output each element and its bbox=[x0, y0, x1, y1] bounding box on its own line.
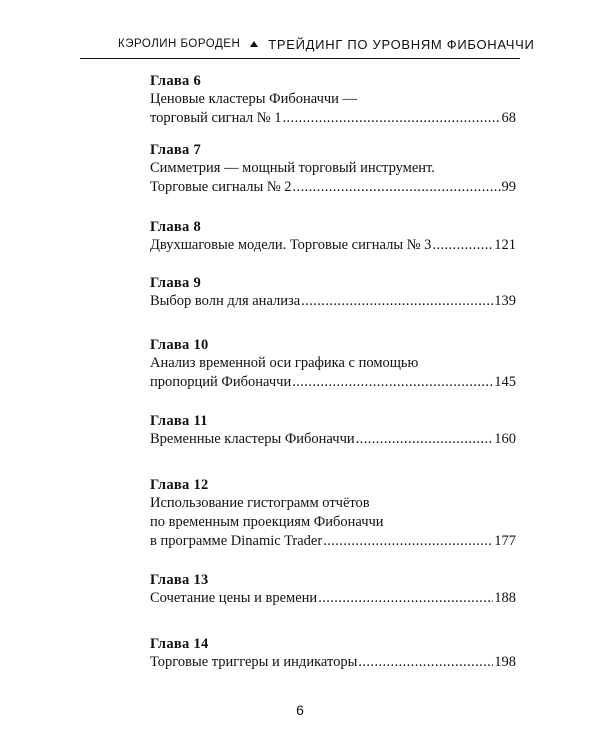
dot-leader bbox=[358, 653, 493, 672]
dot-leader bbox=[293, 178, 501, 197]
toc-entry-chapter-14 bbox=[150, 635, 516, 672]
entry-final-line bbox=[150, 373, 516, 392]
entry-title-line: Анализ временной оси графика с помощью bbox=[150, 355, 419, 371]
entry-title-text: Временные кластеры Фибоначчи bbox=[150, 431, 355, 447]
entry-final-line bbox=[150, 109, 516, 128]
page-number: 160 bbox=[494, 431, 516, 447]
entry-final-line bbox=[150, 532, 516, 551]
toc-entry-chapter-10 bbox=[150, 336, 516, 392]
entry-final-line bbox=[150, 589, 516, 608]
chapter-heading: Глава 8 bbox=[150, 219, 202, 235]
toc-entry-chapter-8 bbox=[150, 218, 516, 255]
entry-title-text: в программе Dinamic Trader bbox=[150, 533, 323, 549]
page-number: 99 bbox=[501, 179, 516, 195]
toc-entry-chapter-12 bbox=[150, 476, 516, 551]
page-number: 68 bbox=[501, 110, 516, 126]
page-number: 188 bbox=[494, 590, 516, 606]
entry-title-line: Ценовые кластеры Фибоначчи — bbox=[150, 91, 358, 107]
header-rule bbox=[80, 58, 520, 59]
toc-entry-chapter-11 bbox=[150, 412, 516, 449]
dot-leader bbox=[301, 292, 493, 311]
chapter-heading: Глава 10 bbox=[150, 337, 209, 353]
page-number: 198 bbox=[494, 654, 516, 670]
toc-entry-chapter-9 bbox=[150, 274, 516, 311]
entry-final-line bbox=[150, 178, 516, 197]
page-number: 121 bbox=[494, 237, 516, 253]
page-number: 145 bbox=[494, 374, 516, 390]
chapter-heading: Глава 11 bbox=[150, 413, 208, 429]
toc-entry-chapter-6 bbox=[150, 72, 516, 128]
entry-title-text: Выбор волн для анализа bbox=[150, 293, 301, 309]
dot-leader bbox=[283, 109, 501, 128]
chapter-heading: Глава 14 bbox=[150, 636, 209, 652]
page-number-footer: 6 bbox=[296, 702, 304, 718]
toc-entry-chapter-13 bbox=[150, 571, 516, 608]
chapter-heading: Глава 12 bbox=[150, 477, 209, 493]
header-author: КЭРОЛИН БОРОДЕН bbox=[118, 38, 241, 50]
page-number: 139 bbox=[494, 293, 516, 309]
page-number: 177 bbox=[494, 533, 516, 549]
entry-title-line: Использование гистограмм отчётов bbox=[150, 495, 370, 511]
entry-title-text: торговый сигнал № 1 bbox=[150, 110, 282, 126]
dot-leader bbox=[323, 532, 493, 551]
entry-final-line bbox=[150, 236, 516, 255]
triangle-separator-icon bbox=[250, 41, 258, 47]
running-header bbox=[118, 34, 535, 54]
dot-leader bbox=[318, 589, 493, 608]
entry-final-line bbox=[150, 430, 516, 449]
toc-entry-chapter-7 bbox=[150, 141, 516, 197]
entry-title-line: по временным проекциям Фибоначчи bbox=[150, 514, 384, 530]
header-book-title: ТРЕЙДИНГ ПО УРОВНЯМ ФИБОНАЧЧИ bbox=[268, 36, 535, 52]
dot-leader bbox=[432, 236, 493, 255]
entry-title-line: Симметрия — мощный торговый инструмент. bbox=[150, 160, 435, 176]
chapter-heading: Глава 9 bbox=[150, 275, 202, 291]
dot-leader bbox=[292, 373, 493, 392]
entry-final-line bbox=[150, 292, 516, 311]
entry-title-text: пропорций Фибоначчи bbox=[150, 374, 292, 390]
chapter-heading: Глава 13 bbox=[150, 572, 209, 588]
entry-title-text: Сочетание цены и времени bbox=[150, 590, 318, 606]
dot-leader bbox=[356, 430, 494, 449]
chapter-heading: Глава 7 bbox=[150, 142, 202, 158]
entry-final-line bbox=[150, 653, 516, 672]
entry-title-text: Двухшаговые модели. Торговые сигналы № 3 bbox=[150, 237, 432, 253]
chapter-heading: Глава 6 bbox=[150, 73, 202, 89]
entry-title-text: Торговые сигналы № 2 bbox=[150, 179, 292, 195]
entry-title-text: Торговые триггеры и индикаторы bbox=[150, 654, 358, 670]
